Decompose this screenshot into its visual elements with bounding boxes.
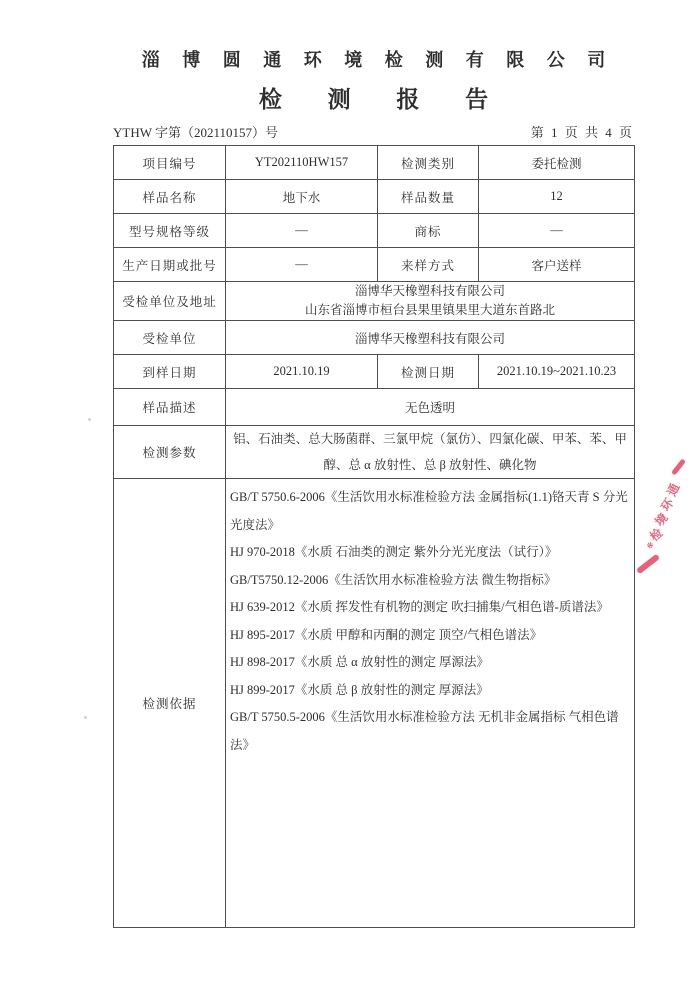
- standard-reference: HJ 895-2017《水质 甲醇和丙酮的测定 顶空/气相色谱法》: [230, 627, 543, 642]
- sampling-method-value: 客户送样: [479, 248, 635, 282]
- production-date-label: 生产日期或批号: [114, 248, 226, 282]
- sampling-method-label: 来样方式: [378, 248, 479, 282]
- report-table: [113, 145, 635, 928]
- model-spec-label: 型号规格等级: [114, 214, 226, 248]
- seal-character: 环: [658, 495, 677, 514]
- sample-quantity-label: 样品数量: [378, 180, 479, 214]
- production-date-value: —: [226, 248, 378, 282]
- test-basis-label: 检测依据: [114, 479, 226, 928]
- seal-character: 检: [647, 525, 666, 545]
- table-row: [114, 214, 635, 248]
- standard-reference: HJ 898-2017《水质 总 α 放射性的测定 厚源法》: [230, 655, 489, 669]
- standard-reference: HJ 639-2012《水质 挥发性有机物的测定 吹扫捕集/气相色谱-质谱法》: [230, 600, 609, 614]
- seal-character: ※: [645, 539, 656, 552]
- sample-name-value: 地下水: [226, 180, 378, 214]
- scan-speck: [84, 716, 87, 719]
- test-category-label: 检测类别: [378, 146, 479, 180]
- inspected-unit-address-label: 受检单位及地址: [114, 282, 226, 321]
- inspected-unit-address: 山东省淄博市桓台县果里镇果里大道东首路北: [304, 303, 555, 317]
- report-title: 检 测 报 告: [258, 87, 509, 112]
- table-row: [114, 321, 635, 355]
- seal-character: 境: [652, 510, 671, 529]
- project-id-label: 项目编号: [114, 146, 226, 180]
- table-row: [114, 180, 635, 214]
- table-row: [114, 389, 635, 426]
- test-category-value: 委托检测: [479, 146, 635, 180]
- standard-reference: GB/T5750.12-2006《生活饮用水标准检验方法 微生物指标》: [230, 572, 557, 587]
- table-row: [114, 426, 635, 479]
- test-date-value: 2021.10.19~2021.10.23: [479, 355, 635, 389]
- table-row: [114, 146, 635, 180]
- standard-reference: GB/T 5750.6-2006《生活饮用水标准检验方法 金属指标(1.1)铬天青 S 分光光度法》: [230, 490, 628, 532]
- company-name: 淄 博 圆 通 环 境 检 测 有 限 公 司: [141, 50, 615, 70]
- table-row: [114, 479, 635, 928]
- sample-quantity-value: 12: [479, 180, 635, 214]
- table-row: [114, 355, 635, 389]
- inspected-unit-address-value: [226, 282, 635, 321]
- table-row: [114, 282, 635, 321]
- red-seal-fragment: [642, 455, 698, 580]
- scan-speck: [88, 418, 91, 421]
- report-content: [113, 0, 634, 928]
- standard-reference: HJ 899-2017《水质 总 β 放射性的测定 厚源法》: [230, 682, 489, 697]
- standard-reference: HJ 970-2018《水质 石油类的测定 紫外分光光度法（试行）》: [230, 545, 558, 559]
- sample-name-label: 样品名称: [114, 180, 226, 214]
- sample-arrival-date-value: 2021.10.19: [226, 355, 378, 389]
- inspected-unit-name: 淄博华天橡塑科技有限公司: [354, 284, 505, 298]
- seal-character: 通: [664, 481, 683, 499]
- document-number: YTHW 字第（202110157）号: [113, 125, 279, 140]
- sample-description-value: 无色透明: [226, 389, 635, 426]
- model-spec-value: —: [226, 214, 378, 248]
- test-parameters-value: 铝、石油类、总大肠菌群、三氯甲烷（氯仿）、四氯化碳、甲苯、苯、甲醇、总 α 放射性、总 β 放射性、碘化物: [226, 426, 635, 479]
- test-date-label: 检测日期: [378, 355, 479, 389]
- page-number-info: 第 1 页 共 4 页: [530, 125, 634, 140]
- document-number-line: [113, 122, 634, 141]
- test-basis-value: [226, 479, 635, 928]
- inspected-unit-value: 淄博华天橡塑科技有限公司: [226, 321, 635, 355]
- sample-arrival-date-label: 到样日期: [114, 355, 226, 389]
- test-basis-standards-list: [230, 484, 630, 759]
- inspected-unit-label: 受检单位: [114, 321, 226, 355]
- standard-reference: GB/T 5750.5-2006《生活饮用水标准检验方法 无机非金属指标 气相色谱法》: [230, 710, 619, 752]
- trademark-label: 商标: [378, 214, 479, 248]
- project-id-value: YT202110HW157: [226, 146, 378, 180]
- sample-description-label: 样品描述: [114, 389, 226, 426]
- table-row: [114, 248, 635, 282]
- test-parameters-label: 检测参数: [114, 426, 226, 479]
- trademark-value: —: [479, 214, 635, 248]
